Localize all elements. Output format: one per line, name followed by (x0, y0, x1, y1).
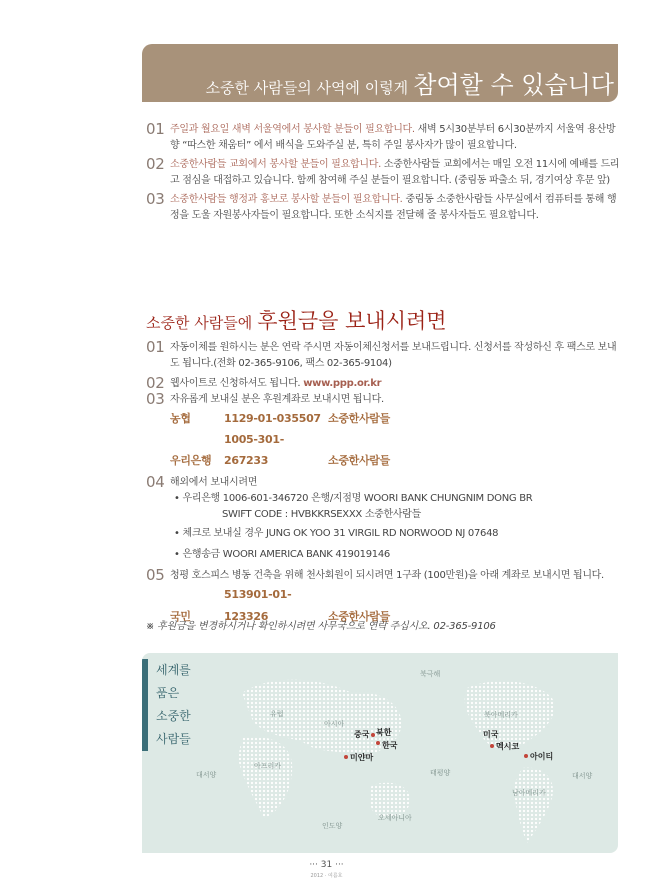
item-number: 02 (146, 374, 165, 392)
item-text: 자동이체를 원하시는 분은 연락 주시면 자동이체신청서를 보내드립니다. 신청서를 작성하신 후 팩스로 보내도 됩니다.(전화 02-365-9106, 팩스 02-365-9104) (170, 342, 617, 369)
item-number: 03 (146, 190, 165, 208)
region-label: 유럽 (270, 710, 284, 718)
location-marker-icon (376, 741, 380, 745)
page-number-value: 31 (320, 860, 333, 870)
country-label: 미국 (483, 730, 499, 739)
item-number: 01 (146, 338, 165, 356)
location-marker-icon (371, 733, 375, 737)
page-number: ··· 31 ··· (309, 860, 344, 870)
region-label: 대서양 (572, 772, 593, 780)
country-label: 멕시코 (496, 742, 520, 751)
overseas-check-line: • 체크로 보내실 경우 JUNG OK YOO 31 VIRGIL RD NORWOOD NJ 07648 (174, 528, 499, 539)
item-text: 새벽 5시30분부터 6시30분까지 서울역 용산방향 “따스한 채움터” 에서 배식을 도와주실 분, 특히 주일 봉사자가 많이 필요합니다. (170, 124, 616, 151)
region-label: 오세아니아 (378, 814, 412, 822)
donation-heading (146, 305, 447, 335)
location-marker-icon (490, 744, 494, 748)
donation-item-01 (146, 340, 620, 372)
donation-list (146, 340, 620, 628)
donation-heading-big: 후원금을 보내시려면 (257, 309, 447, 333)
region-label: 아시아 (324, 720, 345, 728)
map-title-line: 소중한 (156, 709, 191, 723)
country-label: 북한 (376, 728, 392, 737)
account-bank: 농협 (170, 412, 191, 425)
donation-item-05 (146, 568, 620, 584)
item-text: 소중한사람들 교회에서는 매일 오전 11시에 예배를 드리고 점심을 대접하고 있습니다. 함께 참여해 주실 분들이 필요합니다. (중림동 파출소 뒤, 경기여상 후문 앞) (170, 159, 620, 186)
country-label: 아이티 (530, 752, 554, 761)
country-label: 한국 (382, 741, 398, 750)
country-label: 미얀마 (350, 753, 374, 762)
account-bank: 우리은행 (170, 454, 212, 467)
region-label: 아프리카 (254, 762, 282, 770)
account-holder: 소중한사람들 (328, 412, 390, 425)
item-number: 03 (146, 390, 165, 408)
volunteer-item-03 (146, 192, 620, 224)
item-highlight: 주일과 월요일 새벽 서울역에서 봉사할 분들이 필요합니다. (170, 124, 415, 135)
banner-text-big: 참여할 수 있습니다 (413, 71, 614, 99)
volunteer-item-02 (146, 157, 620, 189)
item-number: 01 (146, 120, 165, 138)
region-label: 대서양 (196, 771, 217, 779)
map-title-line: 품은 (156, 686, 180, 700)
region-label: 인도양 (322, 822, 343, 830)
item-highlight: 소중한사람들 행정과 홍보로 봉사할 분들이 필요합니다. (170, 194, 403, 205)
volunteer-list (146, 122, 620, 224)
world-map-panel (142, 653, 618, 853)
website-link[interactable]: www.ppp.or.kr (303, 378, 382, 389)
banner-text-small: 소중한 사람들의 사역에 이렇게 (205, 79, 409, 97)
account-number: 513901-01-123326 (224, 588, 292, 623)
account-holder: 소중한사람들 (328, 454, 390, 467)
account-row (146, 408, 620, 429)
account-bank: 국민 (170, 610, 191, 623)
item-text: 중림동 소중한사람들 사무실에서 컴퓨터를 통해 행정을 도울 자원봉사자들이 필요합니다. 또한 소식지를 전달해 줄 봉사자들도 필요합니다. (170, 194, 617, 221)
item-number: 02 (146, 155, 165, 173)
item-text: 웹사이트로 신청하셔도 됩니다. (170, 378, 304, 389)
volunteer-item-01 (146, 122, 620, 154)
region-label: 남아메리카 (512, 789, 546, 797)
account-holder: 소중한사람들 (328, 610, 390, 623)
location-marker-icon (344, 755, 348, 759)
section-banner (142, 44, 618, 102)
contact-note: ※ 후원금을 변경하시거나 확인하시려면 사무국으로 연락 주십시오. 02-365-9106 (146, 621, 496, 632)
account-number: 1129-01-035507 (224, 412, 321, 425)
item-number: 05 (146, 566, 165, 584)
item-text: 자유롭게 보내실 분은 후원계좌로 보내시면 됩니다. (170, 394, 384, 405)
region-label: 태평양 (430, 769, 451, 777)
overseas-remit-line: • 은행송금 WOORI AMERICA BANK 419019146 (174, 549, 390, 560)
country-label: 중국 (354, 730, 370, 739)
issue-label: 2012 · 여름호 (310, 873, 343, 879)
region-label: 북극해 (420, 670, 441, 678)
map-title-line: 세계를 (156, 663, 191, 677)
item-text: 청평 호스피스 병동 건축을 위해 천사회원이 되시려면 1구좌 (100만원)을 아래 계좌로 보내시면 됩니다. (170, 570, 604, 581)
item-highlight: 소중한사람들 교회에서 봉사할 분들이 필요합니다. (170, 159, 381, 170)
map-title (142, 659, 218, 751)
overseas-bank-line: • 우리은행 1006-601-346720 은행/지점명 WOORI BANK CHUNGNIM DONG BR (174, 493, 533, 504)
account-number: 1005-301-267233 (224, 433, 285, 467)
location-marker-icon (524, 754, 528, 758)
overseas-swift-line: SWIFT CODE : HVBKKRSEXXX 소중한사람들 (222, 509, 421, 520)
donation-heading-small: 소중한 사람들에 (146, 314, 253, 332)
donation-item-02 (146, 376, 620, 392)
map-title-line: 사람들 (156, 732, 191, 746)
item-number: 04 (146, 473, 165, 491)
account-row (146, 429, 620, 471)
region-label: 북아메리카 (484, 711, 518, 719)
donation-item-03 (146, 392, 620, 408)
donation-item-04 (146, 475, 620, 491)
item-text: 해외에서 보내시려면 (170, 477, 258, 488)
